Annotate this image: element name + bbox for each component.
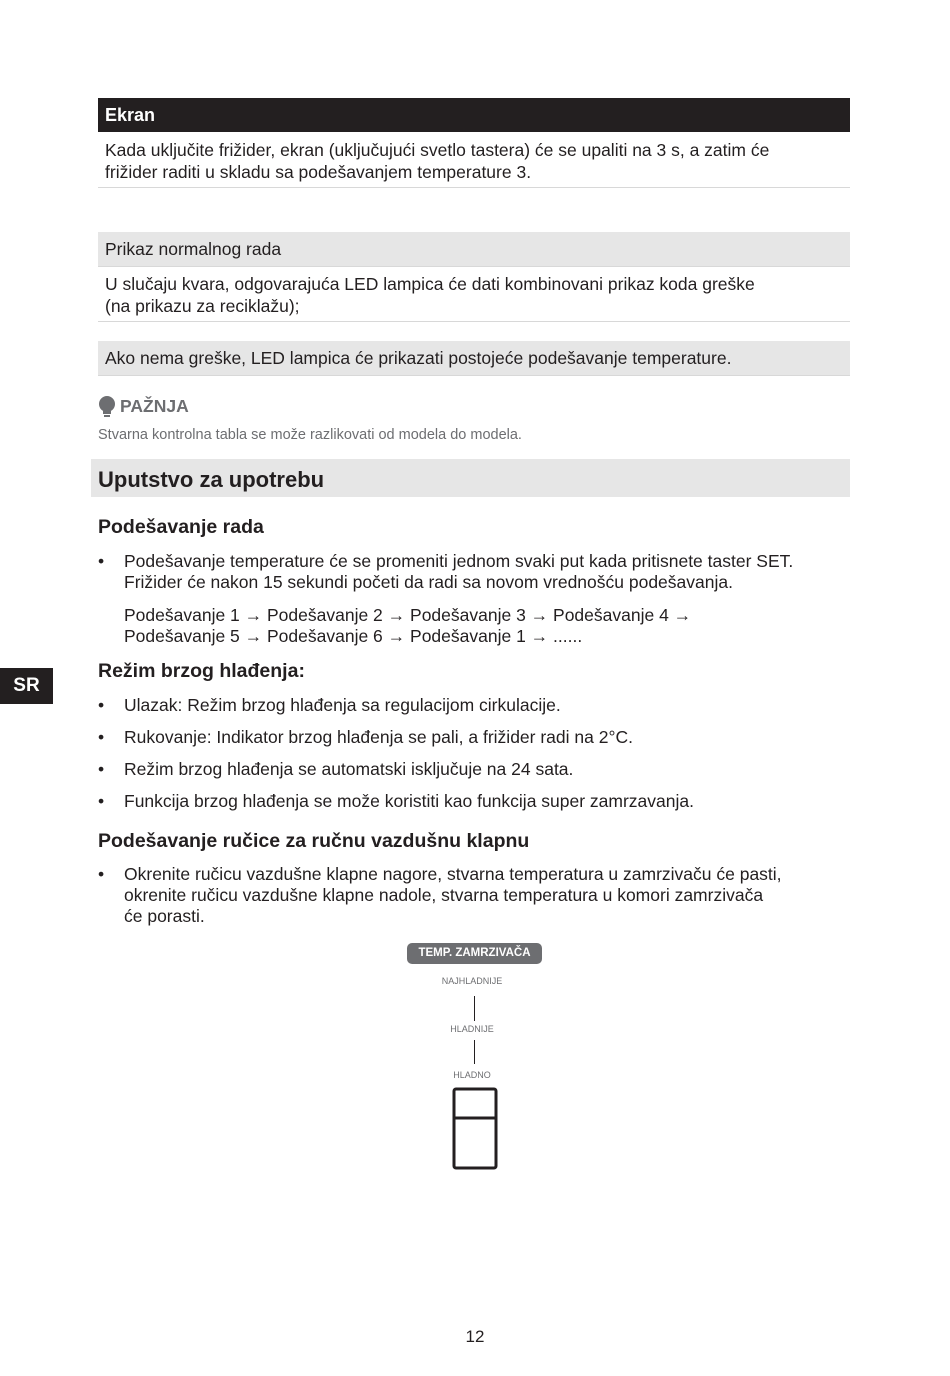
- damper-line3: će porasti.: [124, 906, 205, 926]
- setting-bullet: [98, 551, 794, 593]
- damper-line2: okrenite ručicu vazdušne klapne nadole, stvarna temperatura u komori zamrzivača: [124, 885, 764, 905]
- list-item-text: Rukovanje: Indikator brzog hlađenja se pali, a frižider radi na 2°C.: [124, 727, 633, 747]
- level-cold: HLADNO: [453, 1070, 491, 1080]
- divider: [98, 375, 850, 376]
- sequence-line2: Podešavanje 5 → Podešavanje 6 → Podešavanje 1 → ......: [124, 626, 583, 646]
- bullet-dot: •: [98, 695, 105, 715]
- sequence-line1: Podešavanje 1 → Podešavanje 2 → Podešavanje 3 → Podešavanje 4 →: [124, 605, 692, 625]
- error-text-line1: U slučaju kvara, odgovarajuća LED lampica će dati kombinovani prikaz koda greške: [105, 274, 755, 294]
- divider: [98, 187, 850, 188]
- caution-text: Stvarna kontrolna tabla se može razlikovati od modela do modela.: [98, 427, 522, 443]
- list-item: [98, 759, 574, 780]
- setting-line1: Podešavanje temperature će se promeniti jednom svaki put kada pritisnete taster SET.: [124, 551, 794, 571]
- bullet-dot: •: [98, 727, 105, 747]
- bullet-dot: •: [98, 759, 105, 779]
- level-coldest: NAJHLADNIJE: [441, 976, 503, 986]
- freezer-temp-label: TEMP. ZAMRZIVAČA: [407, 943, 542, 964]
- level-colder: HLADNIJE: [450, 1024, 494, 1034]
- list-item-text: Ulazak: Režim brzog hlađenja sa regulacijom cirkulacije.: [124, 695, 561, 715]
- list-item-text: Režim brzog hlađenja se automatski isključuje na 24 sata.: [124, 759, 574, 779]
- section-title: Uputstvo za upotrebu: [91, 459, 850, 497]
- list-item: [98, 695, 561, 716]
- list-item: [98, 791, 694, 812]
- level-connector: [474, 1040, 475, 1064]
- bulb-icon: [98, 396, 116, 418]
- language-tab: SR: [0, 668, 53, 704]
- caution-title: PAŽNJA: [120, 396, 189, 416]
- bullet-dot: •: [98, 551, 105, 571]
- list-item-text: Funkcija brzog hlađenja se može koristiti kao funkcija super zamrzavanja.: [124, 791, 694, 811]
- level-connector: [474, 996, 475, 1021]
- normal-title: Prikaz normalnog rada: [98, 232, 850, 266]
- damper-line1: Okrenite ručicu vazdušne klapne nagore, stvarna temperatura u zamrzivaču će pasti,: [124, 864, 782, 884]
- setting-title: Podešavanje rada: [98, 516, 264, 538]
- display-heading: Ekran: [98, 98, 850, 132]
- bullet-dot: •: [98, 864, 105, 884]
- setting-sequence: [124, 605, 691, 647]
- error-text-line2: (na prikazu za reciklažu);: [105, 296, 300, 316]
- divider: [98, 266, 850, 267]
- list-item: [98, 727, 633, 748]
- bullet-dot: •: [98, 791, 105, 811]
- divider: [98, 321, 850, 322]
- damper-bullet: [98, 864, 782, 927]
- quick-title: Režim brzog hlađenja:: [98, 660, 305, 682]
- display-text-line1: Kada uključite frižider, ekran (uključujući svetlo tastera) će se upaliti na 3 s, a zatim će: [105, 140, 770, 160]
- damper-title: Podešavanje ručice za ručnu vazdušnu klapnu: [98, 830, 530, 852]
- page-number: 12: [465, 1327, 485, 1346]
- display-text-line2: frižider raditi u skladu sa podešavanjem temperature 3.: [105, 162, 532, 182]
- setting-line2: Frižider će nakon 15 sekundi početi da radi sa novom vrednošću podešavanja.: [124, 572, 733, 592]
- no-error-text: Ako nema greške, LED lampica će prikazati postojeće podešavanje temperature.: [98, 341, 850, 375]
- fridge-icon: [452, 1087, 498, 1170]
